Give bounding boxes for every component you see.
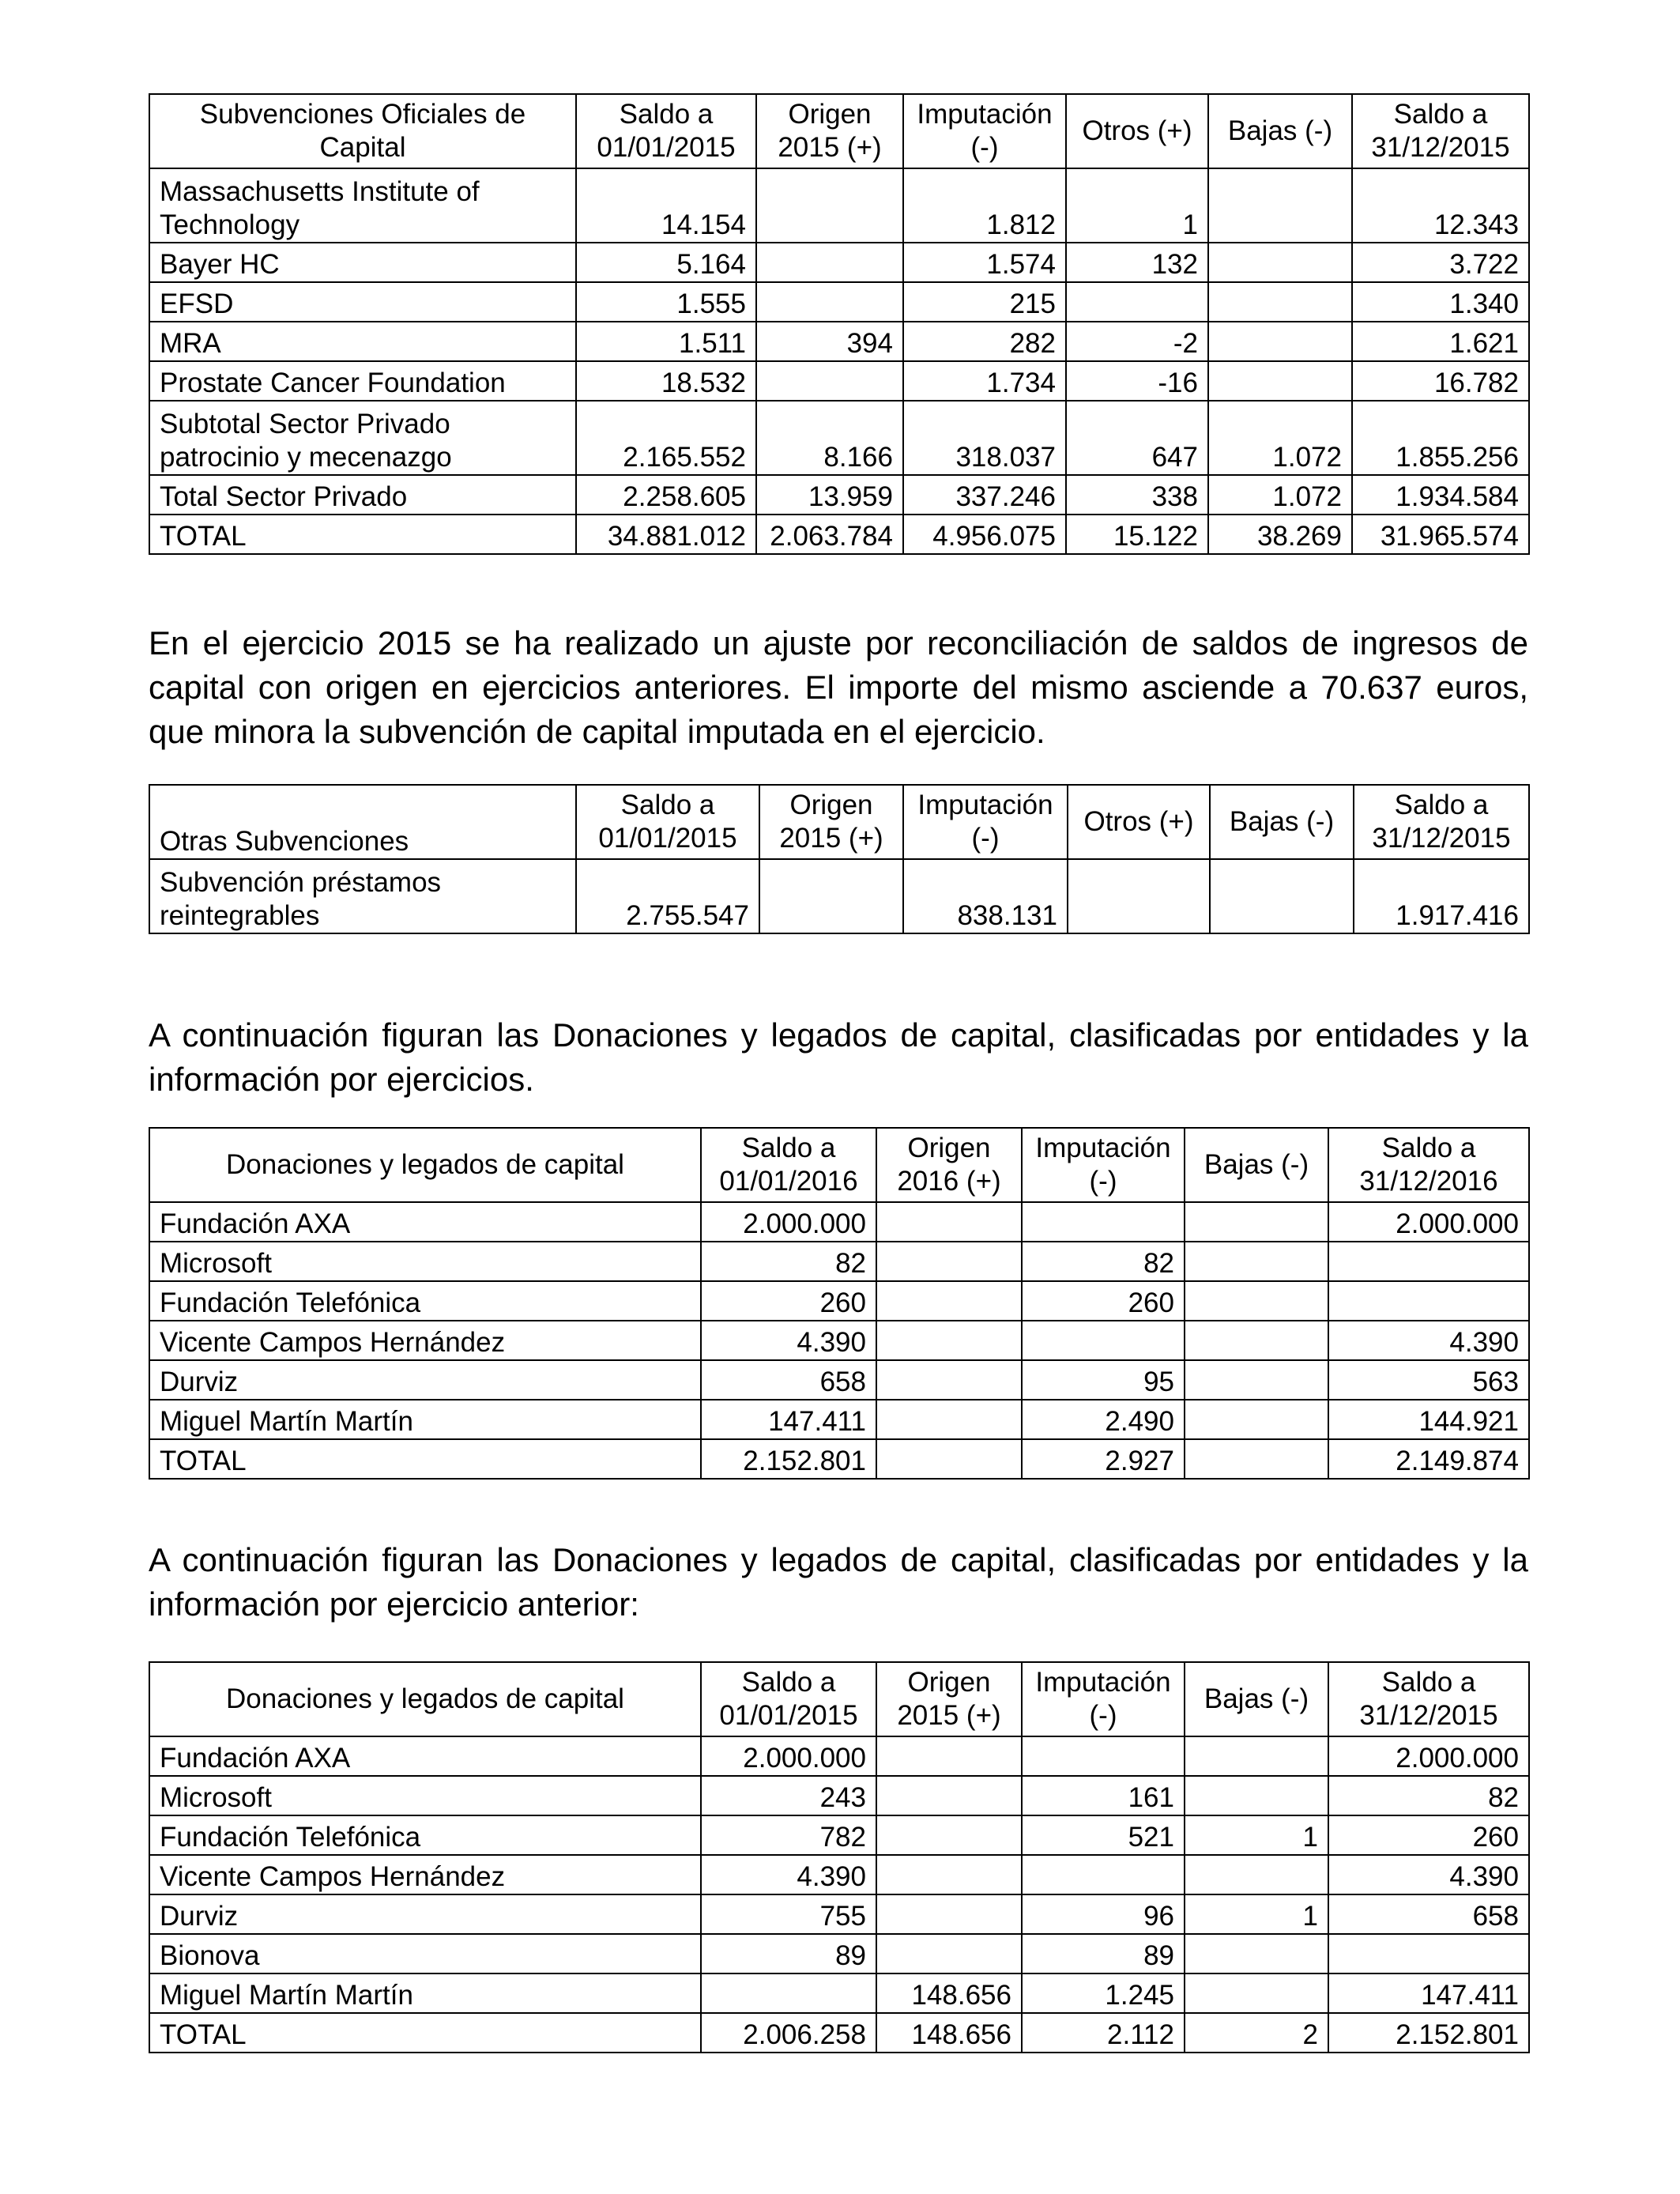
cell-value bbox=[1185, 1360, 1328, 1400]
cell-value bbox=[1210, 859, 1354, 933]
cell-value: 2.258.605 bbox=[576, 475, 756, 515]
cell-value bbox=[1328, 1934, 1529, 1973]
row-label: Prostate Cancer Foundation bbox=[149, 361, 576, 401]
cell-value: 838.131 bbox=[903, 859, 1068, 933]
cell-value: -2 bbox=[1066, 322, 1208, 361]
cell-value: 260 bbox=[701, 1281, 876, 1321]
cell-value bbox=[1185, 1736, 1328, 1776]
cell-value bbox=[1185, 1400, 1328, 1439]
cell-value bbox=[876, 1360, 1022, 1400]
cell-value: 148.656 bbox=[876, 1973, 1022, 2013]
table-row bbox=[149, 1321, 1529, 1360]
total-row bbox=[149, 1439, 1529, 1479]
cell-value: 1 bbox=[1066, 168, 1208, 243]
cell-value: 2.152.801 bbox=[701, 1439, 876, 1479]
cell-value: 31.965.574 bbox=[1352, 515, 1529, 554]
cell-value: 260 bbox=[1328, 1815, 1529, 1855]
cell-value: 1.340 bbox=[1352, 282, 1529, 322]
row-label: MRA bbox=[149, 322, 576, 361]
row-label: Massachusetts Institute of Technology bbox=[149, 168, 576, 243]
cell-value: 82 bbox=[1328, 1776, 1529, 1815]
row-label: Fundación Telefónica bbox=[149, 1281, 701, 1321]
cell-value: 658 bbox=[1328, 1894, 1529, 1934]
cell-value bbox=[1022, 1855, 1185, 1894]
table-row bbox=[149, 282, 1529, 322]
row-label: Fundación Telefónica bbox=[149, 1815, 701, 1855]
cell-value: 89 bbox=[701, 1934, 876, 1973]
cell-value: 2.000.000 bbox=[701, 1202, 876, 1242]
cell-value bbox=[1208, 243, 1352, 282]
cell-value: 260 bbox=[1022, 1281, 1185, 1321]
cell-value: 14.154 bbox=[576, 168, 756, 243]
cell-value bbox=[876, 1894, 1022, 1934]
cell-value bbox=[876, 1855, 1022, 1894]
cell-value bbox=[876, 1934, 1022, 1973]
table-row bbox=[149, 1776, 1529, 1815]
column-header: Origen 2015 (+) bbox=[876, 1662, 1022, 1736]
table-row bbox=[149, 1815, 1529, 1855]
cell-value bbox=[1185, 1855, 1328, 1894]
cell-value: 2.165.552 bbox=[576, 401, 756, 475]
column-header: Imputación (-) bbox=[1022, 1128, 1185, 1202]
row-label: Bayer HC bbox=[149, 243, 576, 282]
cell-value: 132 bbox=[1066, 243, 1208, 282]
row-label: Microsoft bbox=[149, 1242, 701, 1281]
cell-value bbox=[1022, 1321, 1185, 1360]
row-label: TOTAL bbox=[149, 515, 576, 554]
cell-value: 18.532 bbox=[576, 361, 756, 401]
table-row bbox=[149, 1400, 1529, 1439]
cell-value: 2.000.000 bbox=[1328, 1736, 1529, 1776]
cell-value: 521 bbox=[1022, 1815, 1185, 1855]
cell-value: 1.917.416 bbox=[1354, 859, 1529, 933]
cell-value: 5.164 bbox=[576, 243, 756, 282]
cell-value bbox=[1185, 1973, 1328, 2013]
row-label: Durviz bbox=[149, 1360, 701, 1400]
cell-value: 38.269 bbox=[1208, 515, 1352, 554]
cell-value bbox=[876, 1281, 1022, 1321]
cell-value: 12.343 bbox=[1352, 168, 1529, 243]
table-row bbox=[149, 1242, 1529, 1281]
cell-value bbox=[876, 1321, 1022, 1360]
column-header: Saldo a 31/12/2015 bbox=[1328, 1662, 1529, 1736]
cell-value: 2.755.547 bbox=[576, 859, 759, 933]
row-label: Vicente Campos Hernández bbox=[149, 1321, 701, 1360]
cell-value: 96 bbox=[1022, 1894, 1185, 1934]
row-label: EFSD bbox=[149, 282, 576, 322]
cell-value bbox=[1208, 168, 1352, 243]
cell-value: 658 bbox=[701, 1360, 876, 1400]
cell-value: -16 bbox=[1066, 361, 1208, 401]
column-header: Origen 2015 (+) bbox=[756, 94, 903, 168]
column-header: Saldo a 31/12/2015 bbox=[1352, 94, 1529, 168]
cell-value: 338 bbox=[1066, 475, 1208, 515]
cell-value: 1.934.584 bbox=[1352, 475, 1529, 515]
table-row bbox=[149, 168, 1529, 243]
cell-value bbox=[756, 282, 903, 322]
cell-value bbox=[1022, 1736, 1185, 1776]
total-row bbox=[149, 2013, 1529, 2053]
cell-value bbox=[876, 1815, 1022, 1855]
cell-value bbox=[876, 1736, 1022, 1776]
cell-value: 147.411 bbox=[1328, 1973, 1529, 2013]
cell-value: 563 bbox=[1328, 1360, 1529, 1400]
cell-value: 15.122 bbox=[1066, 515, 1208, 554]
cell-value: 13.959 bbox=[756, 475, 903, 515]
cell-value: 144.921 bbox=[1328, 1400, 1529, 1439]
cell-value: 1.812 bbox=[903, 168, 1066, 243]
cell-value: 1.555 bbox=[576, 282, 756, 322]
table-header-row bbox=[149, 1662, 1529, 1736]
cell-value bbox=[876, 1242, 1022, 1281]
cell-value: 1.734 bbox=[903, 361, 1066, 401]
cell-value: 2 bbox=[1185, 2013, 1328, 2053]
row-label: Bionova bbox=[149, 1934, 701, 1973]
cell-value: 782 bbox=[701, 1815, 876, 1855]
cell-value: 2.000.000 bbox=[701, 1736, 876, 1776]
table-row bbox=[149, 1855, 1529, 1894]
table-subvenciones-oficiales bbox=[149, 93, 1530, 555]
table-row bbox=[149, 1281, 1529, 1321]
cell-value: 2.006.258 bbox=[701, 2013, 876, 2053]
column-header: Saldo a 01/01/2015 bbox=[576, 785, 759, 859]
column-header: Donaciones y legados de capital bbox=[149, 1662, 701, 1736]
cell-value bbox=[1022, 1202, 1185, 1242]
table-row bbox=[149, 361, 1529, 401]
cell-value bbox=[1185, 1242, 1328, 1281]
cell-value: 1 bbox=[1185, 1815, 1328, 1855]
cell-value: 2.063.784 bbox=[756, 515, 903, 554]
cell-value: 34.881.012 bbox=[576, 515, 756, 554]
cell-value bbox=[701, 1973, 876, 2013]
cell-value bbox=[756, 168, 903, 243]
table-row bbox=[149, 1736, 1529, 1776]
cell-value: 2.112 bbox=[1022, 2013, 1185, 2053]
cell-value: 4.390 bbox=[701, 1855, 876, 1894]
cell-value bbox=[1328, 1281, 1529, 1321]
cell-value bbox=[1185, 1776, 1328, 1815]
cell-value: 1.621 bbox=[1352, 322, 1529, 361]
column-header: Bajas (-) bbox=[1185, 1128, 1328, 1202]
table-row bbox=[149, 475, 1529, 515]
row-label: Miguel Martín Martín bbox=[149, 1973, 701, 2013]
column-header: Origen 2016 (+) bbox=[876, 1128, 1022, 1202]
paragraph-ajuste: En el ejercicio 2015 se ha realizado un ajuste por reconciliación de saldos de ingresos de capital con origen en ejercicios anteriores. El importe del mismo asciende a 70.637 euros, que minora la subvención de capital imputada en el ejercicio. bbox=[149, 624, 1528, 750]
table-row bbox=[149, 1894, 1529, 1934]
cell-value bbox=[756, 243, 903, 282]
cell-value bbox=[1208, 361, 1352, 401]
column-header: Bajas (-) bbox=[1185, 1662, 1328, 1736]
cell-value: 147.411 bbox=[701, 1400, 876, 1439]
cell-value: 95 bbox=[1022, 1360, 1185, 1400]
paragraph-donaciones-anterior: A continuación figuran las Donaciones y legados de capital, clasificadas por entidades y la información por ejercicio anterior: bbox=[149, 1541, 1528, 1623]
column-header: Imputación (-) bbox=[903, 94, 1066, 168]
cell-value: 2.152.801 bbox=[1328, 2013, 1529, 2053]
table-row bbox=[149, 859, 1529, 933]
cell-value bbox=[1185, 1281, 1328, 1321]
table-row bbox=[149, 1973, 1529, 2013]
cell-value: 16.782 bbox=[1352, 361, 1529, 401]
column-header: Saldo a 01/01/2015 bbox=[701, 1662, 876, 1736]
cell-value bbox=[876, 1439, 1022, 1479]
cell-value bbox=[876, 1400, 1022, 1439]
column-header: Saldo a 01/01/2015 bbox=[576, 94, 756, 168]
cell-value: 215 bbox=[903, 282, 1066, 322]
cell-value: 4.390 bbox=[1328, 1855, 1529, 1894]
cell-value bbox=[1185, 1202, 1328, 1242]
row-label: Subtotal Sector Privado patrocinio y mecenazgo bbox=[149, 401, 576, 475]
cell-value: 82 bbox=[701, 1242, 876, 1281]
cell-value: 2.490 bbox=[1022, 1400, 1185, 1439]
cell-value: 1.511 bbox=[576, 322, 756, 361]
cell-value: 8.166 bbox=[756, 401, 903, 475]
table-row bbox=[149, 243, 1529, 282]
table-otras-subvenciones bbox=[149, 784, 1530, 934]
cell-value: 1.574 bbox=[903, 243, 1066, 282]
column-header: Saldo a 31/12/2015 bbox=[1354, 785, 1529, 859]
row-label: Vicente Campos Hernández bbox=[149, 1855, 701, 1894]
table-row bbox=[149, 322, 1529, 361]
cell-value: 2.149.874 bbox=[1328, 1439, 1529, 1479]
table-header-row bbox=[149, 1128, 1529, 1202]
cell-value: 82 bbox=[1022, 1242, 1185, 1281]
cell-value bbox=[1066, 282, 1208, 322]
cell-value: 1.072 bbox=[1208, 401, 1352, 475]
column-header: Imputación (-) bbox=[1022, 1662, 1185, 1736]
cell-value: 647 bbox=[1066, 401, 1208, 475]
cell-value bbox=[759, 859, 903, 933]
paragraph-donaciones-ejercicios: A continuación figuran las Donaciones y legados de capital, clasificadas por entidades y la información por ejercicios. bbox=[149, 1016, 1528, 1098]
cell-value: 148.656 bbox=[876, 2013, 1022, 2053]
table-header-row bbox=[149, 94, 1529, 168]
total-row bbox=[149, 515, 1529, 554]
table-row bbox=[149, 401, 1529, 475]
cell-value: 4.390 bbox=[701, 1321, 876, 1360]
column-header: Subvenciones Oficiales de Capital bbox=[149, 94, 576, 168]
cell-value bbox=[1328, 1242, 1529, 1281]
cell-value bbox=[1185, 1439, 1328, 1479]
column-header: Imputación (-) bbox=[903, 785, 1068, 859]
table-donaciones-2016 bbox=[149, 1127, 1530, 1480]
cell-value: 4.390 bbox=[1328, 1321, 1529, 1360]
row-label: TOTAL bbox=[149, 1439, 701, 1479]
cell-value bbox=[1185, 1321, 1328, 1360]
column-header: Bajas (-) bbox=[1208, 94, 1352, 168]
row-label: Durviz bbox=[149, 1894, 701, 1934]
cell-value bbox=[1068, 859, 1210, 933]
table-donaciones-2015 bbox=[149, 1661, 1530, 2053]
row-label: Subvención préstamos reintegrables bbox=[149, 859, 576, 933]
column-header: Donaciones y legados de capital bbox=[149, 1128, 701, 1202]
cell-value bbox=[756, 361, 903, 401]
column-header: Otros (+) bbox=[1068, 785, 1210, 859]
cell-value bbox=[876, 1776, 1022, 1815]
cell-value bbox=[1208, 282, 1352, 322]
table-header-row bbox=[149, 785, 1529, 859]
cell-value: 89 bbox=[1022, 1934, 1185, 1973]
cell-value: 337.246 bbox=[903, 475, 1066, 515]
column-header: Origen 2015 (+) bbox=[759, 785, 903, 859]
cell-value: 1.245 bbox=[1022, 1973, 1185, 2013]
column-header: Bajas (-) bbox=[1210, 785, 1354, 859]
cell-value: 1.072 bbox=[1208, 475, 1352, 515]
table-row bbox=[149, 1202, 1529, 1242]
cell-value: 282 bbox=[903, 322, 1066, 361]
cell-value: 1.855.256 bbox=[1352, 401, 1529, 475]
column-header: Saldo a 31/12/2016 bbox=[1328, 1128, 1529, 1202]
column-header: Saldo a 01/01/2016 bbox=[701, 1128, 876, 1202]
row-label: Microsoft bbox=[149, 1776, 701, 1815]
row-label: TOTAL bbox=[149, 2013, 701, 2053]
column-header: Otras Subvenciones bbox=[149, 785, 576, 859]
cell-value bbox=[1208, 322, 1352, 361]
cell-value: 3.722 bbox=[1352, 243, 1529, 282]
cell-value: 2.927 bbox=[1022, 1439, 1185, 1479]
column-header: Otros (+) bbox=[1066, 94, 1208, 168]
cell-value: 318.037 bbox=[903, 401, 1066, 475]
cell-value: 394 bbox=[756, 322, 903, 361]
cell-value: 161 bbox=[1022, 1776, 1185, 1815]
table-row bbox=[149, 1934, 1529, 1973]
cell-value bbox=[876, 1202, 1022, 1242]
table-row bbox=[149, 1360, 1529, 1400]
row-label: Fundación AXA bbox=[149, 1736, 701, 1776]
cell-value bbox=[1185, 1934, 1328, 1973]
cell-value: 243 bbox=[701, 1776, 876, 1815]
cell-value: 2.000.000 bbox=[1328, 1202, 1529, 1242]
cell-value: 4.956.075 bbox=[903, 515, 1066, 554]
cell-value: 1 bbox=[1185, 1894, 1328, 1934]
row-label: Miguel Martín Martín bbox=[149, 1400, 701, 1439]
row-label: Total Sector Privado bbox=[149, 475, 576, 515]
row-label: Fundación AXA bbox=[149, 1202, 701, 1242]
cell-value: 755 bbox=[701, 1894, 876, 1934]
